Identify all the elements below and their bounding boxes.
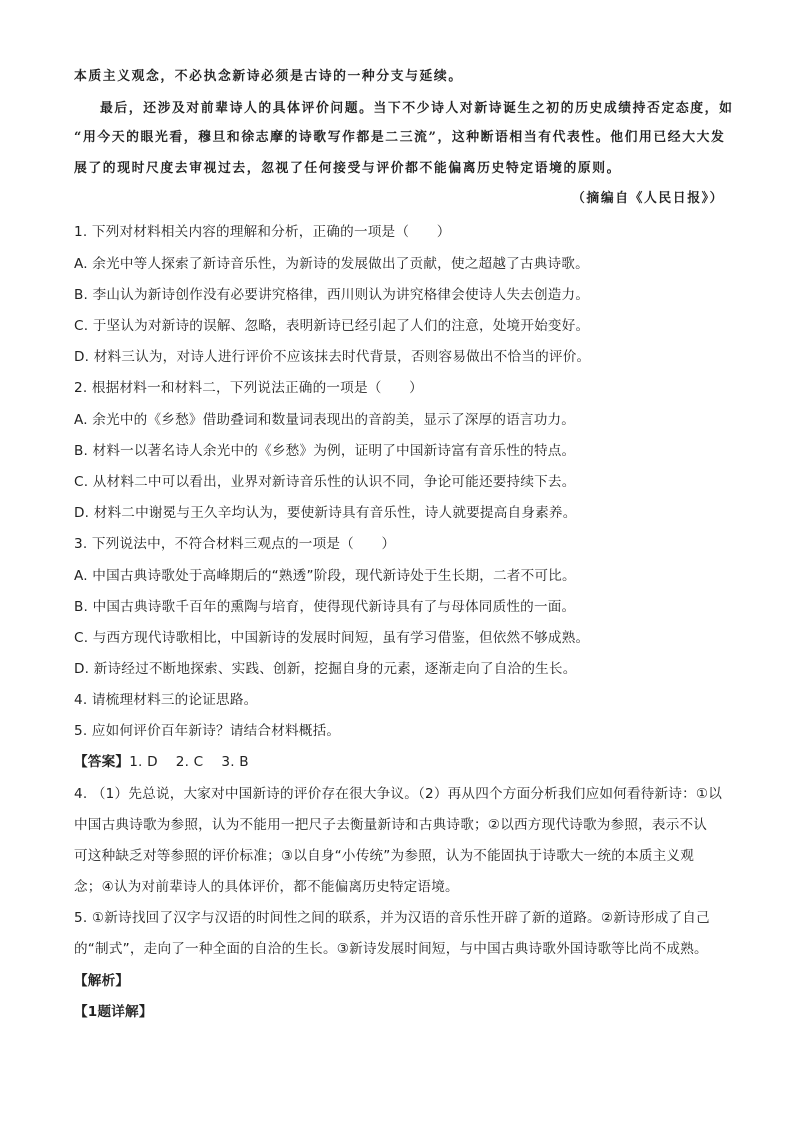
analysis-label: 【解析】 [74, 973, 130, 989]
answer-4-line: 中国古典诗歌为参照，认为不能用一把尺子去衡量新诗和古典诗歌；②以西方现代诗歌为参照，表示不认 [74, 817, 708, 833]
answer-5-line: 5. ①新诗找回了汉字与汉语的时间性之间的联系，并为汉语的音乐性开辟了新的道路。②新诗形成了自己 [74, 910, 710, 926]
answer-4-line: 念；④认为对前辈诗人的具体评价，都不能偏离历史特定语境。 [74, 879, 459, 895]
question-1-option-a: A. 余光中等人探索了新诗音乐性，为新诗的发展做出了贡献，使之超越了古典诗歌。 [74, 256, 589, 272]
question-2-option-c: C. 从材料二中可以看出，业界对新诗音乐性的认识不同，争论可能还要持续下去。 [74, 474, 576, 490]
question-2-option-d: D. 材料二中谢冕与王久辛均认为，要使新诗具有音乐性，诗人就要提高自身素养。 [74, 505, 577, 521]
question-1-stem: 1. 下列对材料相关内容的理解和分析，正确的一项是（ ） [74, 224, 451, 240]
question-4-stem: 4. 请梳理材料三的论证思路。 [74, 692, 258, 708]
material-source: （摘编自《人民日报》） [572, 191, 724, 206]
answer-2: 2. C [175, 754, 204, 770]
question-3-option-b: B. 中国古典诗歌千百年的熏陶与培育，使得现代新诗具有了与母体同质性的一面。 [74, 599, 576, 615]
answer-4-line: 4. （1）先总说，大家对中国新诗的评价存在很大争议。（2）再从四个方面分析我们应如何看待新诗：①以 [74, 786, 723, 802]
answer-1: 1. D [129, 754, 158, 770]
material-text-line: 展了的现时尺度去审视过去，忽视了任何接受与评价都不能偏离历史特定语境的原则。 [74, 161, 622, 176]
question-1-option-b: B. 李山认为新诗创作没有必要讲究格律，西川则认为讲究格律会使诗人失去创造力。 [74, 287, 590, 303]
question-1-option-c: C. 于坚认为对新诗的误解、忽略，表明新诗已经引起了人们的注意，处境开始变好。 [74, 318, 590, 334]
question-1-option-d: D. 材料三认为，对诗人进行评价不应该抹去时代背景，否则容易做出不恰当的评价。 [74, 349, 591, 365]
question-5-stem: 5. 应如何评价百年新诗？请结合材料概括。 [74, 723, 341, 739]
material-text-line: 最后，还涉及对前辈诗人的具体评价问题。当下不少诗人对新诗诞生之初的历史成绩持否定态度，如 [100, 101, 734, 116]
question-2-option-b: B. 材料一以著名诗人余光中的《乡愁》为例，证明了中国新诗富有音乐性的特点。 [74, 443, 576, 459]
question-2-option-a: A. 余光中的《乡愁》借助叠词和数量词表现出的音韵美，显示了深厚的语言功力。 [74, 412, 576, 428]
answer-3: 3. B [221, 754, 249, 770]
answer-line [74, 752, 734, 772]
q1-detail-label: 【1题详解】 [74, 1004, 153, 1020]
question-3-stem: 3. 下列说法中，不符合材料三观点的一项是（ ） [74, 536, 396, 552]
material-text-line: 本质主义观念，不必执念新诗必须是古诗的一种分支与延续。 [74, 69, 463, 84]
question-3-option-a: A. 中国古典诗歌处于高峰期后的“熟透”阶段，现代新诗处于生长期，二者不可比。 [74, 568, 576, 584]
question-3-option-d: D. 新诗经过不断地探索、实践、创新，挖掘自身的元素，逐渐走向了自洽的生长。 [74, 661, 577, 677]
question-2-stem: 2. 根据材料一和材料二，下列说法正确的一项是（ ） [74, 380, 423, 396]
answer-4-line: 可这种缺乏对等参照的评价标准；③以自身“小传统”为参照，认为不能固执于诗歌大一统的本质主义观 [74, 848, 694, 864]
question-3-option-c: C. 与西方现代诗歌相比，中国新诗的发展时间短，虽有学习借鉴，但依然不够成熟。 [74, 630, 590, 646]
answer-5-line: 的“制式”，走向了一种全面的自洽的生长。③新诗发展时间短，与中国古典诗歌外国诗歌等比尚不成熟。 [74, 941, 708, 957]
answer-label: 【答案】 [74, 754, 130, 770]
material-text-line: “用今天的眼光看，穆旦和徐志摩的诗歌写作都是二三流”，这种断语相当有代表性。他们用已经大大发 [74, 130, 726, 145]
